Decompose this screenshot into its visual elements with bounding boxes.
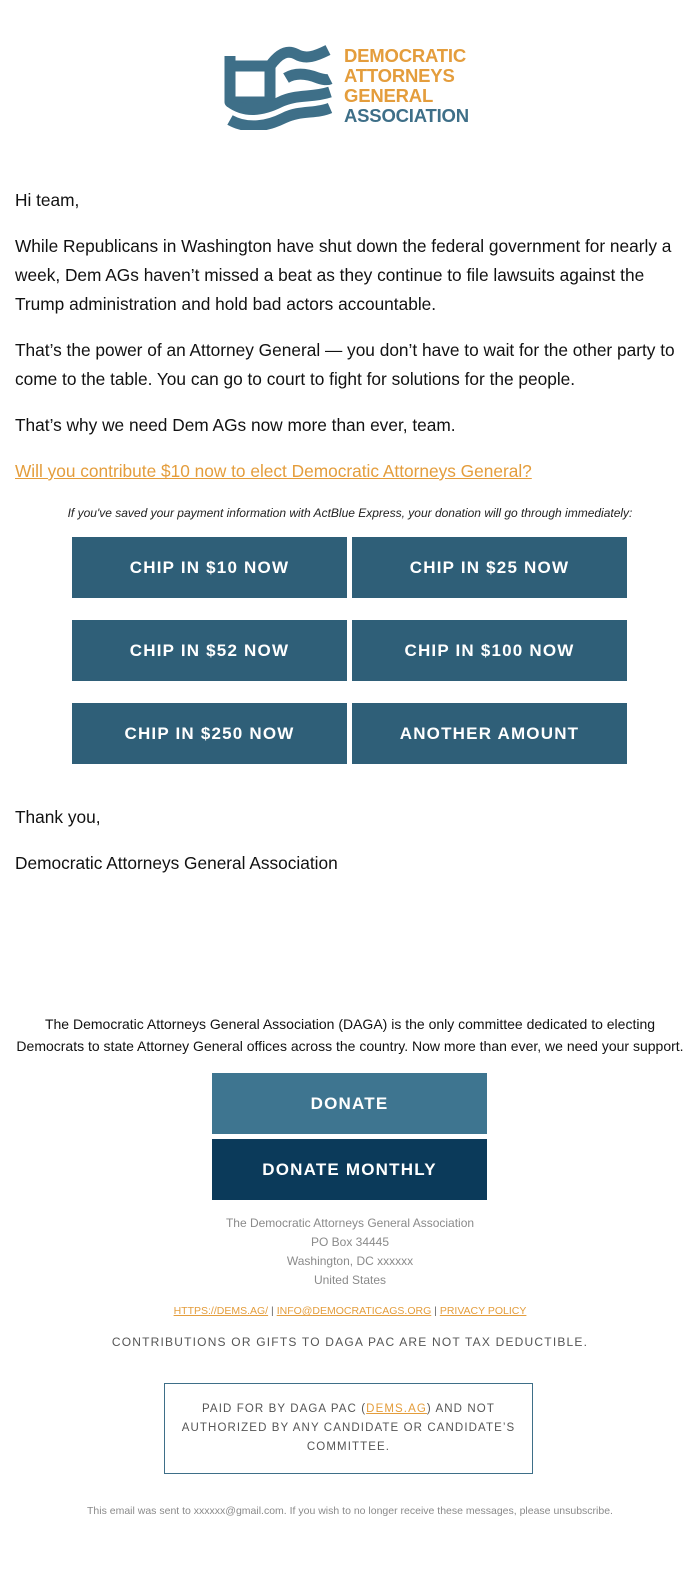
body-paragraph-3: That’s why we need Dem AGs now more than ever, team. <box>15 415 456 435</box>
sent-to-notice: This email was sent to xxxxxx@gmail.com. If you wish to no longer receive these messages, please unsubscribe. <box>87 1505 613 1517</box>
chip-in-10-button[interactable]: CHIP IN $10 NOW <box>72 537 347 598</box>
address-po-box: PO Box 34445 <box>310 1235 390 1249</box>
chip-in-25-button[interactable]: CHIP IN $25 NOW <box>352 537 627 598</box>
body-paragraph-1: While Republicans in Washington have shut down the federal government for nearly a week, Dem AGs haven’t missed a beat as they continue to file lawsuits against the Trump administration and hold bad actors accountable. <box>15 236 672 314</box>
logo-line-2: ATTORNEYS <box>344 65 455 86</box>
email-body <box>15 186 687 503</box>
tax-notice: CONTRIBUTIONS OR GIFTS TO DAGA PAC ARE NOT TAX DEDUCTIBLE. <box>111 1335 589 1349</box>
footer-links <box>0 1305 700 1317</box>
paid-for-suffix: ) AND NOT AUTHORIZED BY ANY CANDIDATE OR CANDIDATE’S COMMITTEE. <box>181 1403 516 1453</box>
chip-in-52-button[interactable]: CHIP IN $52 NOW <box>72 620 347 681</box>
donate-monthly-button[interactable]: DONATE MONTHLY <box>212 1139 487 1200</box>
thank-you-text: Thank you, <box>15 807 101 827</box>
privacy-policy-link[interactable]: PRIVACY POLICY <box>439 1305 527 1317</box>
logo-wordmark <box>344 46 469 126</box>
paid-for-prefix: PAID FOR BY DAGA PAC ( <box>202 1403 367 1415</box>
website-link[interactable]: HTTPS://DEMS.AG/ <box>173 1305 269 1317</box>
link-separator: | <box>271 1305 274 1317</box>
daga-logo <box>224 44 484 130</box>
email-link[interactable]: INFO@DEMOCRATICAGS.ORG <box>276 1305 432 1317</box>
dems-ag-link[interactable]: DEMS.AG <box>366 1403 427 1415</box>
donate-button[interactable]: DONATE <box>212 1073 487 1134</box>
mailing-address <box>0 1214 700 1290</box>
logo-line-1: DEMOCRATIC <box>344 45 467 66</box>
body-paragraph-2: That’s the power of an Attorney General — you don’t have to wait for the other party to come to the table. You can go to court to fight for solutions for the people. <box>15 340 675 389</box>
flag-logo-icon <box>224 44 336 130</box>
greeting: Hi team, <box>15 190 80 210</box>
logo-line-4: ASSOCIATION <box>344 105 469 126</box>
contribute-link[interactable]: Will you contribute $10 now to elect Democratic Attorneys General? <box>15 461 532 481</box>
chip-in-100-button[interactable]: CHIP IN $100 NOW <box>352 620 627 681</box>
email-closing <box>15 803 338 895</box>
logo-line-3: GENERAL <box>344 85 434 106</box>
address-org: The Democratic Attorneys General Association <box>225 1216 475 1230</box>
paid-for-disclaimer <box>164 1383 533 1474</box>
actblue-express-note: If you've saved your payment information with ActBlue Express, your donation will go through immediately: <box>67 506 633 520</box>
footer-description: The Democratic Attorneys General Association (DAGA) is the only committee dedicated to electing Democrats to state Attorney General offices across the country. Now more than ever, we need your support. <box>16 1016 684 1054</box>
address-city: Washington, DC xxxxxx <box>286 1254 414 1268</box>
link-separator: | <box>434 1305 437 1317</box>
address-country: United States <box>313 1273 387 1287</box>
chip-in-250-button[interactable]: CHIP IN $250 NOW <box>72 703 347 764</box>
another-amount-button[interactable]: ANOTHER AMOUNT <box>352 703 627 764</box>
signature: Democratic Attorneys General Association <box>15 853 338 873</box>
